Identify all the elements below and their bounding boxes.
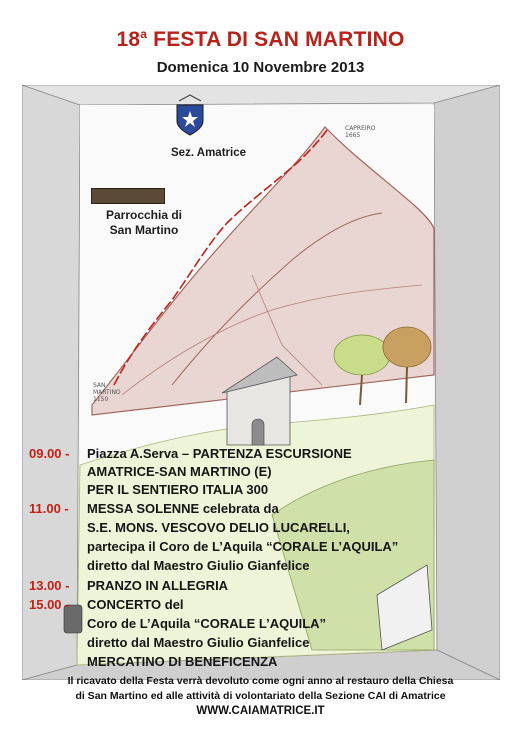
- schedule-time: 09.00 -: [29, 446, 70, 461]
- schedule-line: CONCERTO del: [87, 597, 184, 612]
- footer-note-line1: Il ricavato della Festa verrà devoluto come ogni anno al restauro della Chiesa: [67, 675, 454, 687]
- website-link[interactable]: WWW.CAIAMATRICE.IT: [196, 705, 325, 717]
- schedule-line: S.E. MONS. VESCOVO DELIO LUCARELLI,: [87, 520, 350, 535]
- start-label: SAN MARTINO 1150: [93, 382, 121, 403]
- title-text: FESTA DI SAN MARTINO: [147, 28, 405, 51]
- event-date: Domenica 10 Novembre 2013: [156, 59, 365, 76]
- tree-1: [334, 335, 390, 375]
- peak-label: CAPREIRO 1665: [345, 125, 376, 139]
- title-number: 18: [116, 28, 141, 51]
- schedule-line: PER IL SENTIERO ITALIA 300: [87, 482, 269, 497]
- cai-logo: [173, 93, 207, 137]
- parish-label-line1: Parrocchia di: [105, 208, 183, 222]
- title-ordinal: a: [140, 27, 148, 41]
- parish-label: [79, 208, 209, 238]
- frame-top-wall: [22, 85, 500, 105]
- schedule-time: 11.00 -: [29, 501, 69, 516]
- parish-photo: [91, 188, 165, 204]
- schedule-line: Coro de L’Aquila “CORALE L’AQUILA”: [87, 616, 327, 631]
- section-label: Sez. Amatrice: [171, 147, 246, 159]
- frame-right-wall: [434, 85, 500, 680]
- parish-label-line2: San Martino: [109, 223, 179, 237]
- schedule-line: Piazza A.Serva – PARTENZA ESCURSIONE: [87, 446, 352, 461]
- schedule-line: diretto dal Maestro Giulio Gianfelice: [87, 635, 310, 650]
- footer-note-line2: di San Martino ed alle attività di volontariato della Sezione CAI di Amatrice: [75, 690, 446, 702]
- church-door: [252, 419, 264, 445]
- tree-2: [383, 327, 431, 367]
- schedule-line: diretto dal Maestro Giulio Gianfelice: [87, 558, 310, 573]
- schedule-line: partecipa il Coro de L’Aquila “CORALE L’AQUILA”: [87, 539, 399, 554]
- event-title: [0, 28, 521, 52]
- schedule-line: PRANZO IN ALLEGRIA: [87, 578, 229, 593]
- schedule-line: MERCATINO DI BENEFICENZA: [87, 654, 278, 669]
- schedule-line: AMATRICE-SAN MARTINO (E): [87, 464, 272, 479]
- schedule-line: MESSA SOLENNE celebrata da: [87, 501, 279, 516]
- schedule-time: 15.00 -: [29, 597, 70, 612]
- schedule-time: 13.00 -: [29, 578, 70, 593]
